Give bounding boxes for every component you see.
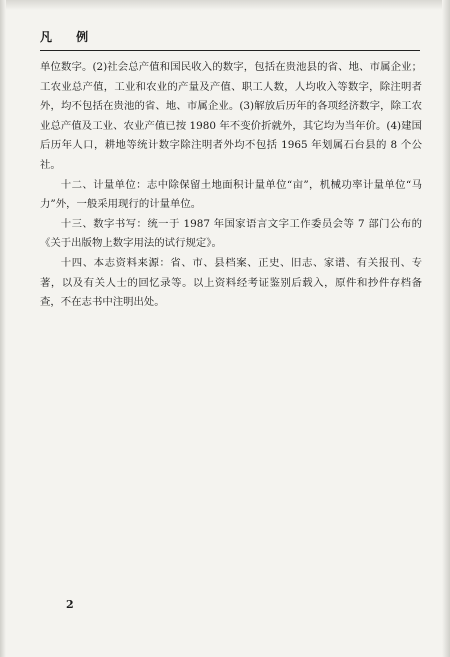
body-text xyxy=(40,58,422,313)
scan-shadow-top xyxy=(0,0,450,10)
header-rule xyxy=(40,50,420,51)
scan-shadow-right xyxy=(442,0,450,657)
paragraph-continued: 单位数字。(2)社会总产值和国民收入的数字，包括在贵池县的省、地、市属企业；工农业总产值，工业和农业的产量及产值、职工人数，人均收入等数字，除注明者外，均不包括在贵池的省、地、市属企业。(3)解放后历年的各项经济数字，除工农业总产值及工业、农业产值已按 1980 年不变价折就外，其它均为当年价。(4)建国后历年人口，耕地等统计数字除注明者外均不包括 1965 年划属石台县的 8 个公社。 xyxy=(40,61,422,171)
paragraph-12: 十二、计量单位：志中除保留土地面积计量单位“亩”，机械功率计量单位“马力”外，一般采用现行的计量单位。 xyxy=(40,178,422,211)
paragraph-14: 十四、本志资料来源：省、市、县档案、正史、旧志、家谱、有关报刊、专著，以及有关人士的回忆录等。以上资料经考证鉴别后载入，原件和抄件存档备查，不在志书中注明出处。 xyxy=(40,256,422,309)
paragraph-13: 十三、数字书写：统一于 1987 年国家语言文字工作委员会等 7 部门公布的《关于出版物上数字用法的试行规定》。 xyxy=(40,217,422,250)
page-number: 2 xyxy=(66,598,74,611)
scan-shadow-left xyxy=(0,0,6,657)
running-header: 凡 例 xyxy=(40,30,99,44)
